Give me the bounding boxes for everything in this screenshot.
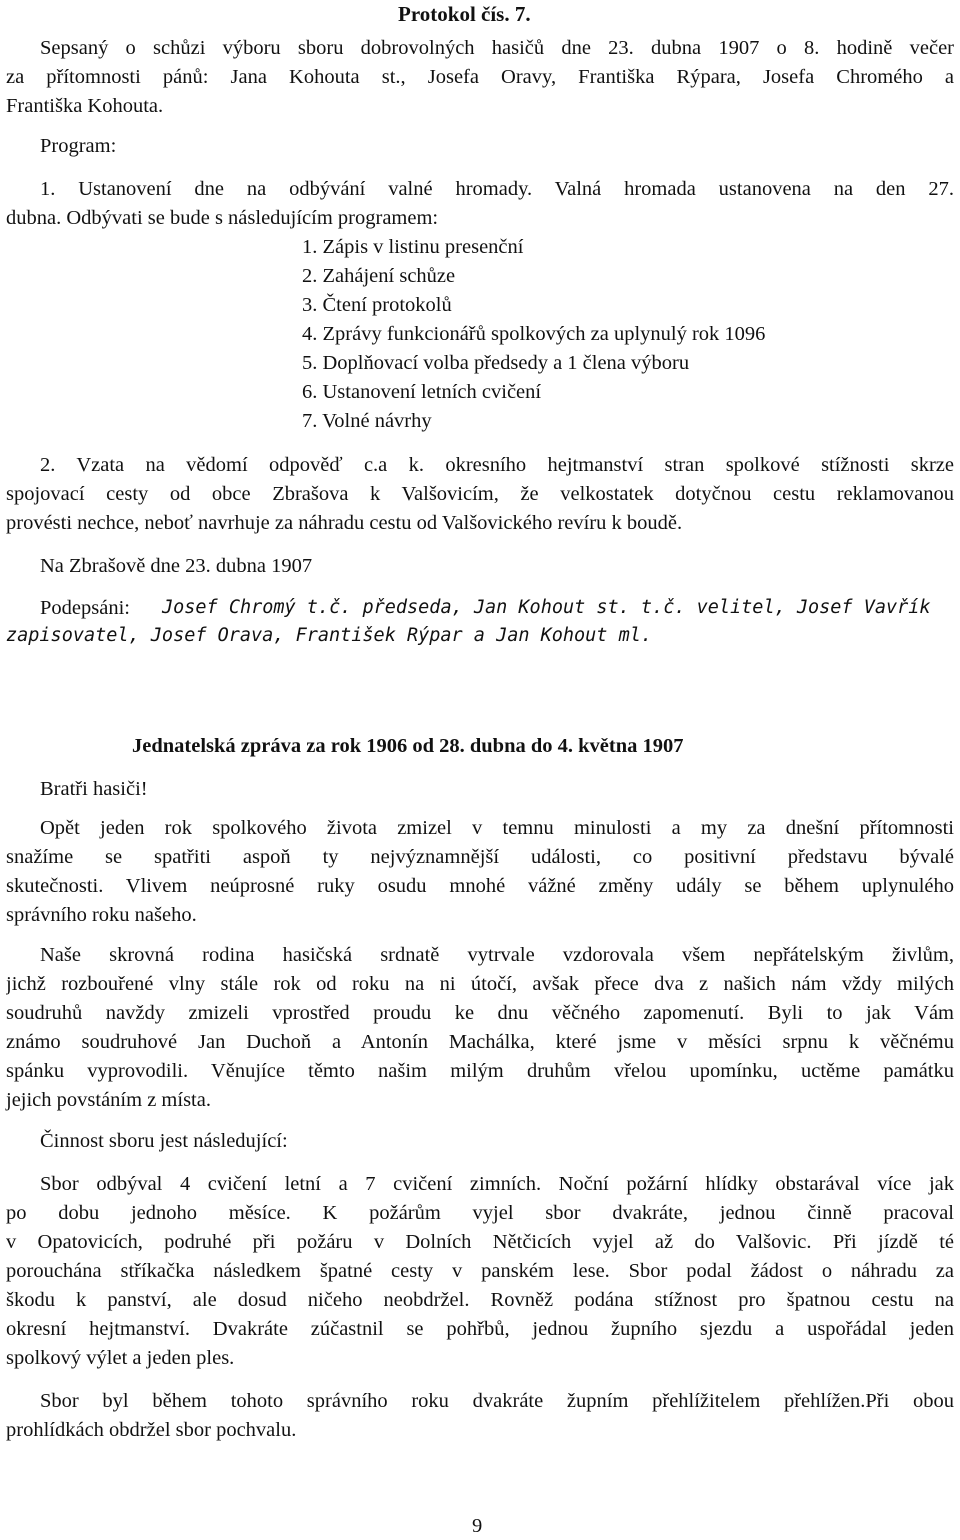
program-point-2: provésti nechce, neboť navrhuje za náhradu cestu od Valšovického revíru k boudě. bbox=[6, 512, 683, 534]
report-paragraph: Sbor odbýval 4 cvičení letní a 7 cvičení zimních. Noční požární hlídky obstarával více jak bbox=[40, 1173, 954, 1195]
report-paragraph: správního roku našeho. bbox=[6, 904, 197, 926]
report-paragraph: porouchána stříkačka následkem špatné cesty v panském lese. Sbor podal žádost o náhradu za bbox=[6, 1260, 954, 1282]
agenda-item: 6. Ustanovení letních cvičení bbox=[302, 381, 542, 403]
report-paragraph: škodu k panství, ale dosud ničeho neobdržel. Rovněž podána stížnost pro špatnou cestu na bbox=[6, 1289, 954, 1311]
protocol-intro-line: Františka Kohouta. bbox=[6, 95, 164, 117]
signatures: zapisovatel, Josef Orava, František Rýpar a Jan Kohout ml. bbox=[6, 625, 653, 646]
agenda-item: 5. Doplňovací volba předsedy a 1 člena výboru bbox=[302, 352, 690, 374]
program-point-2: 2. Vzata na vědomí odpověď c.a k. okresního hejtmanství stran spolkové stížnosti skrze bbox=[40, 454, 954, 476]
report-paragraph: spánku vyprovodili. Věnujíce těmto našim milým druhům vřelou upomínku, uctěme památku bbox=[6, 1060, 954, 1082]
report-paragraph: Naše skrovná rodina hasičská srdnatě vytrvale vzdorovala všem nepřátelským živlům, bbox=[40, 944, 954, 966]
report-greeting: Bratři hasiči! bbox=[40, 778, 148, 800]
report-title: Jednatelská zpráva za rok 1906 od 28. dubna do 4. května 1907 bbox=[132, 735, 684, 757]
agenda-item: 7. Volné návrhy bbox=[302, 410, 432, 432]
program-point-1: dubna. Odbývati se bude s následujícím programem: bbox=[6, 207, 439, 229]
report-paragraph: prohlídkách obdržel sbor pochvalu. bbox=[6, 1419, 297, 1441]
report-paragraph: známo soudruhové Jan Duchoň a Antonín Machálka, které jsme v měsíci srpnu k věčnému bbox=[6, 1031, 954, 1053]
program-point-1: 1. Ustanovení dne na odbývání valné hromady. Valná hromada ustanovena na den 27. bbox=[40, 178, 954, 200]
report-paragraph: jejich povstáním z místa. bbox=[6, 1089, 211, 1111]
report-paragraph: v Opatovicích, podruhé při požáru v Dolních Nětčicích vyjel až do Valšovic. Při jízdě té bbox=[6, 1231, 954, 1253]
program-label: Program: bbox=[40, 135, 117, 157]
protocol-intro-line: za přítomnosti pánů: Jana Kohouta st., Josefa Oravy, Františka Rýpara, Josefa Chromého a bbox=[6, 66, 954, 88]
activity-heading: Činnost sboru jest následující: bbox=[40, 1130, 288, 1152]
agenda-item: 3. Čtení protokolů bbox=[302, 294, 452, 316]
place-date: Na Zbrašově dne 23. dubna 1907 bbox=[40, 555, 313, 577]
report-paragraph: spolkový výlet a jeden ples. bbox=[6, 1347, 235, 1369]
agenda-item: 4. Zprávy funkcionářů spolkových za uplynulý rok 1096 bbox=[302, 323, 766, 345]
signatures: Josef Chromý t.č. předseda, Jan Kohout st. t.č. velitel, Josef Vavřík bbox=[162, 597, 931, 618]
page-number: 9 bbox=[472, 1515, 483, 1537]
report-paragraph: soudruhů navždy zmizeli vprostřed proudu ke dnu věčného zapomenutí. Byli to jak Vám bbox=[6, 1002, 954, 1024]
protocol-intro-line: Sepsaný o schůzi výboru sboru dobrovolných hasičů dne 23. dubna 1907 o 8. hodině večer bbox=[40, 37, 954, 59]
program-point-2: spojovací cesty od obce Zbrašova k Valšovicím, že velkostatek dotyčnou cestu reklamovanou bbox=[6, 483, 954, 505]
report-paragraph: skutečnosti. Vlivem neúprosné ruky osudu mnohé vážné změny udály se během uplynulého bbox=[6, 875, 954, 897]
report-paragraph: jichž rozbouřené vlny stále rok od roku na ni útočí, avšak přece dva z našich nám vždy milých bbox=[6, 973, 954, 995]
report-paragraph: Opět jeden rok spolkového života zmizel v temnu minulosti a my za dnešní přítomnosti bbox=[40, 817, 954, 839]
protocol-title: Protokol čís. 7. bbox=[398, 2, 531, 26]
signed-label: Podepsáni: bbox=[40, 597, 130, 619]
report-paragraph: snažíme se spatřiti aspoň ty nejvýznamnější události, co positivní představu bývalé bbox=[6, 846, 954, 868]
report-paragraph: po dobu jednoho měsíce. K požárům vyjel sbor dvakráte, jednou činně pracoval bbox=[6, 1202, 954, 1224]
report-paragraph: Sbor byl během tohoto správního roku dvakráte župním přehlížitelem přehlížen.Při obou bbox=[40, 1390, 954, 1412]
agenda-item: 2. Zahájení schůze bbox=[302, 265, 456, 287]
agenda-item: 1. Zápis v listinu presenční bbox=[302, 236, 524, 258]
report-paragraph: okresní hejtmanství. Dvakráte zúčastnil se pohřbů, jednou župního sjezdu a uspořádal jeden bbox=[6, 1318, 954, 1340]
